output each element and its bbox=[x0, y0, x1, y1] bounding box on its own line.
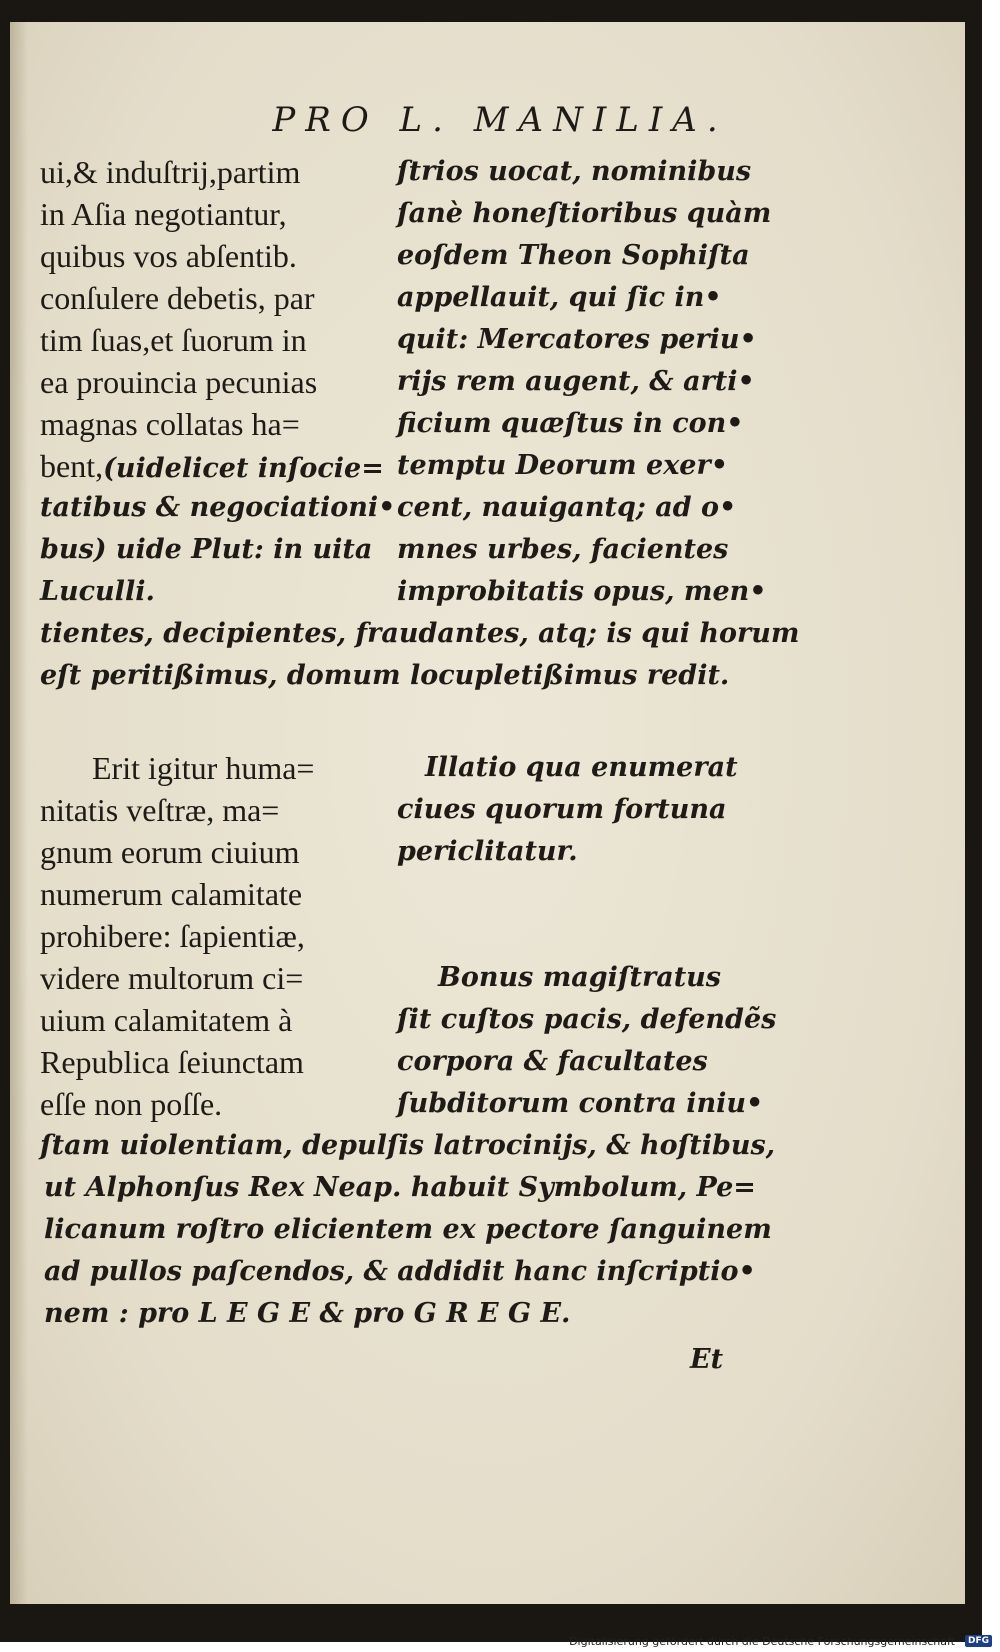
text-line: Erit igitur huma= bbox=[92, 750, 315, 786]
commentary-line: ad pullos paſcendos, & addidit hanc inſcriptio• bbox=[44, 1256, 756, 1287]
commentary-line: temptu Deorum exer• bbox=[397, 450, 728, 481]
running-header: PRO L. MANILIA. bbox=[272, 100, 728, 140]
dfg-logo-icon: DFG bbox=[965, 1635, 992, 1647]
text-line: Republica ſeiunctam bbox=[40, 1044, 304, 1080]
commentary-line: cent, nauigantq; ad o• bbox=[397, 492, 737, 523]
commentary-line: periclitatur. bbox=[397, 836, 578, 867]
text-line: videre multorum ci= bbox=[40, 960, 304, 996]
text-line: prohibere: ſapientiæ, bbox=[40, 918, 305, 954]
text-line: magnas collatas ha= bbox=[40, 406, 300, 442]
commentary-line: ſubditorum contra iniu• bbox=[397, 1088, 764, 1119]
commentary-line: licanum roſtro elicientem ex pectore ſanguinem bbox=[44, 1214, 772, 1245]
text-line: in Aſia negotiantur, bbox=[40, 196, 287, 232]
text-line: ea prouincia pecunias bbox=[40, 364, 318, 400]
digitization-credit bbox=[569, 1632, 992, 1650]
text-line: tatibus & negociationi• bbox=[40, 492, 396, 523]
catchword: Et bbox=[690, 1344, 724, 1375]
commentary-line: ſit cuſtos pacis, defendẽs bbox=[397, 1004, 777, 1035]
commentary-line: ſtam uiolentiam, depulſis latrocinijs, & hoſtibus, bbox=[40, 1130, 776, 1161]
commentary-line: rijs rem augent, & arti• bbox=[397, 366, 755, 397]
commentary-line: mnes urbes, facientes bbox=[397, 534, 729, 565]
text-fragment-italic: (uidelicet inſocie= bbox=[103, 453, 384, 484]
text-line: conſulere debetis, par bbox=[40, 280, 315, 316]
text-line bbox=[40, 446, 384, 489]
text-line: Luculli. bbox=[40, 576, 155, 607]
commentary-line: nem : pro L E G E & pro G R E G E. bbox=[44, 1298, 571, 1329]
book-bottom-edge bbox=[0, 1604, 982, 1624]
text-line: numerum calamitate bbox=[40, 876, 303, 912]
commentary-line: ut Alphonſus Rex Neap. habuit Symbolum, Pe= bbox=[44, 1172, 756, 1203]
commentary-line: ciues quorum fortuna bbox=[397, 794, 727, 825]
commentary-line: Illatio qua enumerat bbox=[425, 752, 738, 783]
commentary-line: ficium quæſtus in con• bbox=[397, 408, 744, 439]
commentary-line: improbitatis opus, men• bbox=[397, 576, 767, 607]
text-line: nitatis veſtræ, ma= bbox=[40, 792, 280, 828]
text-line: ui,& induſtrij,partim bbox=[40, 154, 301, 190]
text-line: bus) uide Plut: in uita bbox=[40, 534, 373, 565]
text-line: quibus vos abſentib. bbox=[40, 238, 297, 274]
commentary-line: tientes, decipientes, fraudantes, atq; is qui horum bbox=[40, 618, 800, 649]
text-line: tim ſuas,et ſuorum in bbox=[40, 322, 307, 358]
commentary-line: ſanè honeſtioribus quàm bbox=[397, 198, 772, 229]
text-line: eſſe non poſſe. bbox=[40, 1086, 223, 1122]
commentary-line: corpora & facultates bbox=[397, 1046, 708, 1077]
text-line: gnum eorum ciuium bbox=[40, 834, 300, 870]
commentary-line: quit: Mercatores periu• bbox=[397, 324, 757, 355]
commentary-line: eſt peritißimus, domum locupletißimus redit. bbox=[40, 660, 730, 691]
commentary-line: Bonus magiſtratus bbox=[438, 962, 721, 993]
page-gutter bbox=[10, 22, 28, 1604]
text-fragment: bent, bbox=[40, 448, 104, 484]
commentary-line: appellauit, qui ſic in• bbox=[397, 282, 722, 313]
commentary-line: ſtrios uocat, nominibus bbox=[397, 156, 752, 187]
text-line: uium calamitatem à bbox=[40, 1002, 293, 1038]
credit-text: Digitalisierung gefördert durch die Deutsche Forschungsgemeinschaft · bbox=[569, 1634, 962, 1648]
commentary-line: eoſdem Theon Sophiſta bbox=[397, 240, 750, 271]
